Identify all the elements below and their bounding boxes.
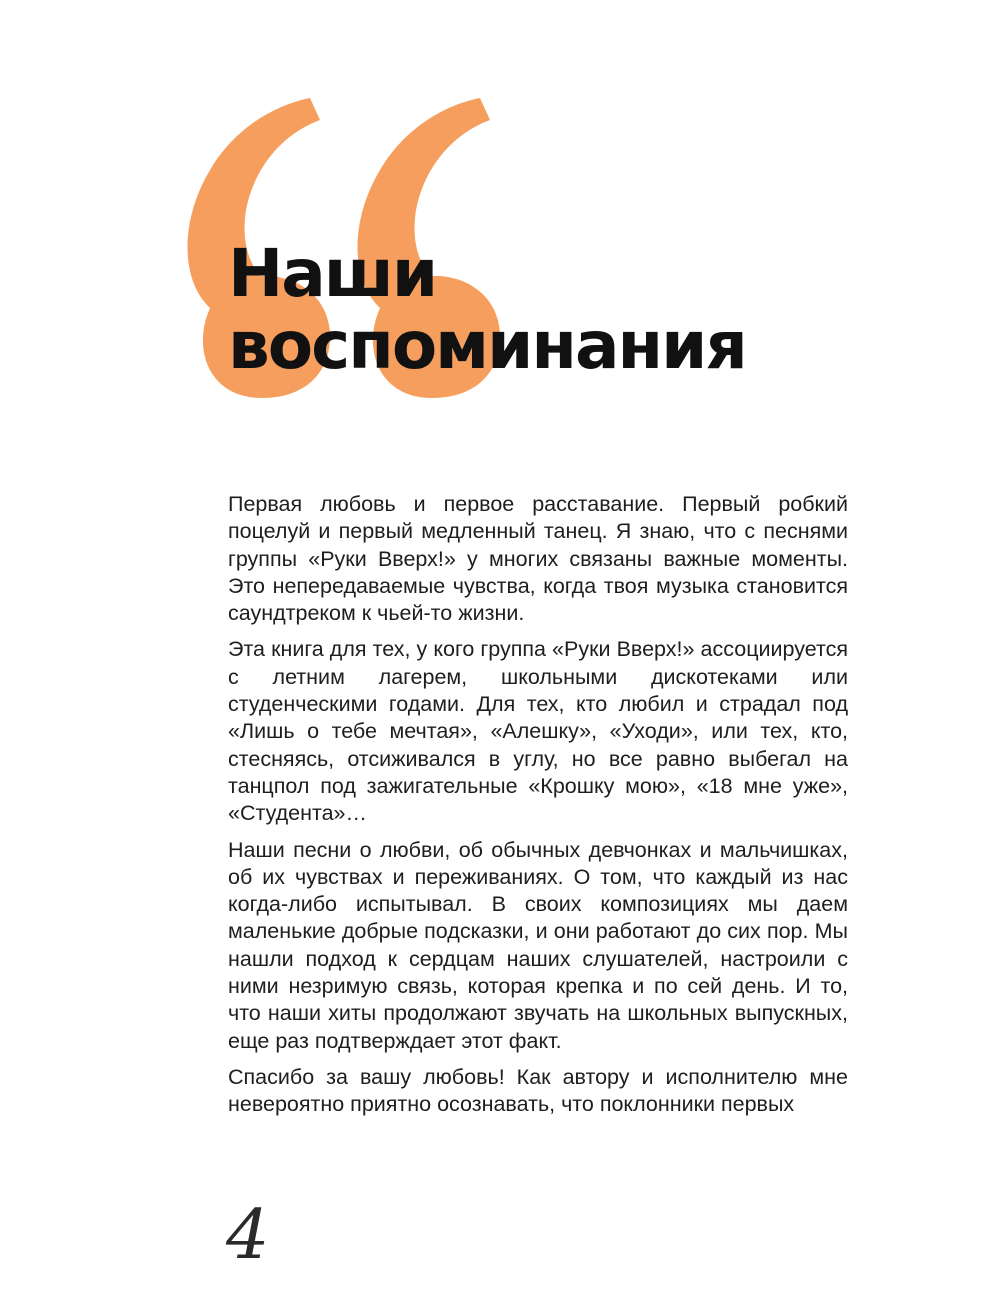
paragraph: Спасибо за вашу любовь! Как автору и исполнителю мне невероятно приятно осознавать, что поклонники первых [228,1064,848,1117]
chapter-title [228,235,746,384]
paragraph: Эта книга для тех, у кого группа «Руки Вверх!» ассоциируется с летним лагерем, школьными дискотеками или студенческими годами. Для тех, кто любил и страдал под «Лишь о тебе мечтая», «Алешку», «Уходи», или тех, кто, стесняясь, отсиживался в углу, но все равно выбегал на танцпол под зажигательные «Крошку мою», «18 мне уже», «Студента»… [228,637,848,826]
paragraph: Первая любовь и первое расставание. Первый робкий поцелуй и первый медленный танец. Я знаю, что с песнями группы «Руки Вверх!» у многих связаны важные моменты. Это непередаваемые чувства, когда твоя музыка становится саундтреком к чьей-то жизни. [228,492,848,626]
paragraph: Наши песни о любви, об обычных девчонках и мальчишках, об их чувствах и переживаниях. О том, что каждый из нас когда-либо испытывал. В своих композициях мы даем маленькие добрые подсказки, и они работают до сих пор. Мы нашли подход к сердцам наших слушателей, настроили с ними незримую связь, которая крепка и по сей день. И то, что наши хиты продолжают звучать на школьных выпускных, еще раз подтверждает этот факт. [228,837,848,1053]
chapter-title-line-2: воспоминания [228,307,746,384]
page-number: 4 [226,1196,270,1275]
body-text [228,491,848,1128]
chapter-title-line-1: Наши [228,235,437,312]
